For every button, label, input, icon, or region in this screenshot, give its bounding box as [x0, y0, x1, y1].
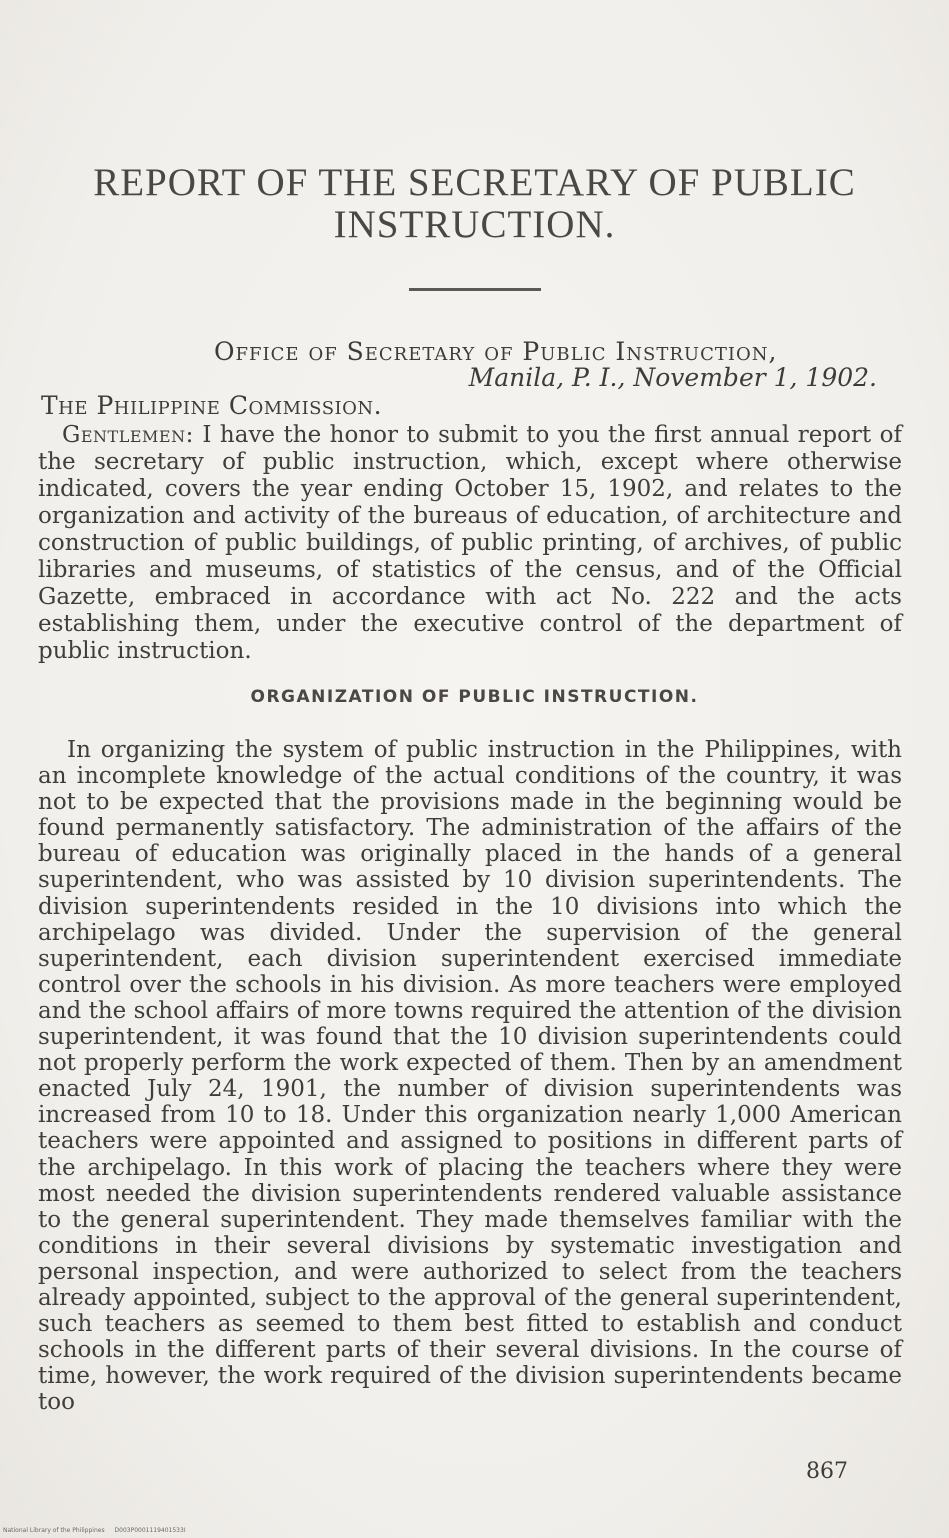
addressee: The Philippine Commission.: [41, 391, 383, 420]
footer-identifier: D003P0001119401533I: [114, 1527, 186, 1534]
report-title: [60, 162, 889, 246]
intro-paragraph: [38, 422, 902, 665]
dateline: Manila, P. I., November 1, 1902.: [468, 363, 877, 392]
title-rule: [409, 288, 541, 291]
title-line-2: INSTRUCTION.: [333, 203, 616, 246]
archive-footer: [3, 1527, 194, 1534]
title-line-1: REPORT OF THE SECRETARY OF PUBLIC: [93, 161, 856, 204]
salutation: Gentlemen:: [62, 422, 194, 448]
intro-paragraph-text: I have the honor to submit to you the first annual report of the secretary of public instruction, which, except where otherwise indicated, covers the year ending October 15, 1902, and relates to the organization and activity of the bureaus of education, of architecture and construction of public buildings, of public printing, of archives, of public libraries and museums, of statistics of the census, and of the Official Gazette, embraced in accordance with act No. 222 and the acts establishing them, under the executive control of the department of public instruction.: [38, 422, 903, 664]
section-heading: ORGANIZATION OF PUBLIC INSTRUCTION.: [250, 687, 699, 707]
footer-library: National Library of the Philippines: [3, 1527, 105, 1534]
page-number: 867: [806, 1459, 848, 1484]
office-line: Office of Secretary of Public Instruction,: [214, 337, 778, 366]
organization-paragraph: In organizing the system of public instruction in the Philippines, with an incomplete knowledge of the actual conditions of the country, it was not to be expected that the provisions made in the beginning would be found permanently satisfactory. The administration of the affairs of the bureau of education was originally placed in the hands of a general superintendent, who was assisted by 10 division superintendents. The division superintendents resided in the 10 divisions into which the archipelago was divided. Under the supervision of the general superintendent, each division superintendent exercised immediate control over the schools in his division. As more teachers were employed and the school affairs of more towns required the attention of the division superintendent, it was found that the 10 division superintendents could not properly perform the work expected of them. Then by an amendment enacted July 24, 1901, the number of division superintendents was increased from 10 to 18. Under this organization nearly 1,000 American teachers were appointed and assigned to positions in different parts of the archipelago. In this work of placing the teachers where they were most needed the division superintendents rendered valuable assistance to the general superintendent. They made themselves familiar with the conditions in their several divisions by systematic investigation and personal inspection, and were authorized to select from the teachers already appointed, subject to the approval of the general superintendent, such teachers as seemed to them best fitted to establish and conduct schools in the different parts of their several divisions. In the course of time, however, the work required of the division superintendents became too: [38, 737, 902, 1416]
